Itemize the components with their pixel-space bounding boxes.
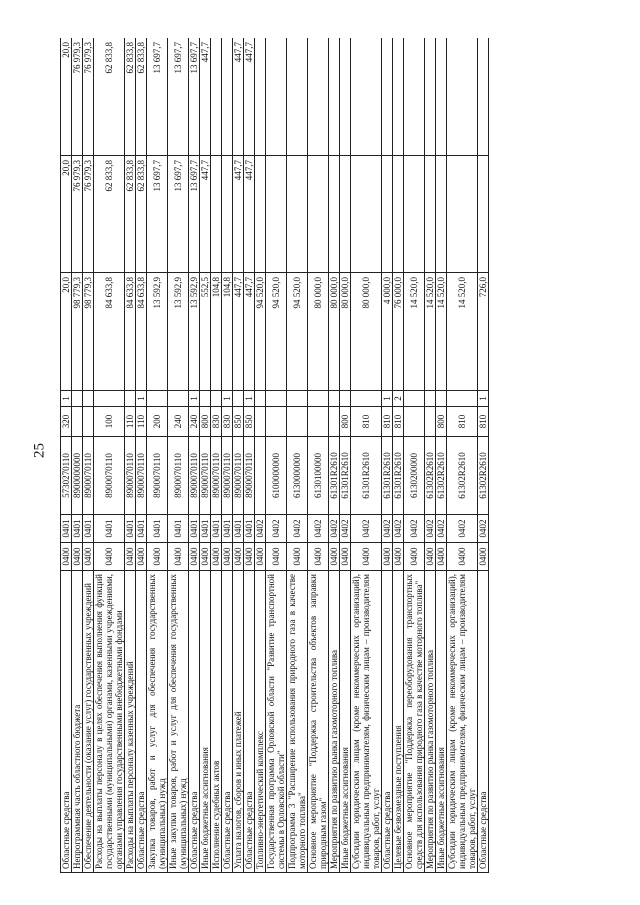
section-code: 0400 [83,543,94,571]
amount-2: 13 697,7 [147,156,168,273]
amount-1: 13 592,9 [189,273,200,391]
subsection-code: 0401 [147,515,168,543]
subsection-code: 0402 [266,515,287,543]
target-article-code [255,437,266,515]
amount-2: 62 833,8 [136,156,147,273]
fund-source-code [83,391,94,407]
table-row [147,38,168,873]
fund-source-code: 1 [222,391,233,407]
amount-3 [425,38,436,156]
amount-3: 62 833,8 [136,38,147,156]
row-name: Подпрограмма 3 "Расширение использования природного газа в качестве моторного топлива" [287,571,308,873]
fund-source-code [287,391,308,407]
row-name: Топливно-энергетический комплекс [255,571,266,873]
expense-type-code: 810 [351,407,382,437]
amount-1: 4 000,0 [382,273,393,391]
row-name: Областные средства [61,571,72,873]
row-name: Иные закупки товаров, работ и услуг для обеспечения государственных (муниципальных) нужд [168,571,189,873]
amount-3 [211,38,222,156]
subsection-code: 0402 [329,515,340,543]
amount-2 [425,156,436,273]
target-article-code: 8900070110 [233,437,244,515]
target-article-code: 8900070110 [211,437,222,515]
row-name: Обеспечение деятельности (оказание услуг) государственных учреждений [83,571,94,873]
subsection-code: 0401 [222,515,233,543]
section-code: 0400 [404,543,425,571]
fund-source-code [200,391,211,407]
amount-3: 447,7 [200,38,211,156]
amount-3 [404,38,425,156]
expense-type-code: 850 [244,407,255,437]
target-article-code: 8900070110 [94,437,125,515]
target-article-code: 8900000000 [72,437,83,515]
amount-2 [287,156,308,273]
row-name: Областные средства [189,571,200,873]
subsection-code: 0402 [436,515,447,543]
subsection-code: 0401 [72,515,83,543]
table-row [244,38,255,873]
fund-source-code [351,391,382,407]
amount-1: 80 000,0 [340,273,351,391]
section-code: 0400 [244,543,255,571]
amount-2 [340,156,351,273]
amount-3 [308,38,329,156]
amount-3 [287,38,308,156]
fund-source-code: 1 [382,391,393,407]
target-article-code: 8900070110 [125,437,136,515]
row-name: Исполнение судебных актов [211,571,222,873]
target-article-code: 61301R2610 [351,437,382,515]
amount-1: 447,7 [244,273,255,391]
amount-1: 80 000,0 [308,273,329,391]
amount-3 [382,38,393,156]
target-article-code: 5730270110 [61,437,72,515]
fund-source-code: 2 [393,391,404,407]
row-name: Областные средства [136,571,147,873]
section-code: 0400 [61,543,72,571]
section-code: 0400 [478,543,489,571]
amount-1: 104,8 [211,273,222,391]
fund-source-code [255,391,266,407]
fund-source-code [125,391,136,407]
fund-source-code [329,391,340,407]
section-code: 0400 [382,543,393,571]
expense-type-code: 800 [200,407,211,437]
amount-3 [478,38,489,156]
subsection-code: 0402 [351,515,382,543]
fund-source-code [72,391,83,407]
target-article-code: 8900070110 [147,437,168,515]
table-row [329,38,340,873]
fund-source-code [340,391,351,407]
amount-2 [222,156,233,273]
expense-type-code: 240 [168,407,189,437]
row-name: Основное мероприятие "Поддержка переоборудования транспортных средств для использования природного газа в качестве моторного топлива" [404,571,425,873]
target-article-code: 6130000000 [287,437,308,515]
amount-2 [393,156,404,273]
target-article-code: 8900070110 [200,437,211,515]
fund-source-code: 1 [189,391,200,407]
subsection-code: 0401 [233,515,244,543]
amount-2 [351,156,382,273]
amount-3: 13 697,7 [147,38,168,156]
subsection-code: 0401 [200,515,211,543]
subsection-code: 0401 [136,515,147,543]
table-row [287,38,308,873]
amount-3 [393,38,404,156]
table-row [308,38,329,873]
amount-1: 94 520,0 [255,273,266,391]
expense-type-code: 830 [211,407,222,437]
budget-table [60,38,489,873]
section-code: 0400 [287,543,308,571]
row-name: Субсидии юридическим лицам (кроме некоммерческих организаций), индивидуальным предпринимателям, физическим лицам – производителям товаров, работ, услуг [351,571,382,873]
amount-2 [447,156,478,273]
fund-source-code [168,391,189,407]
expense-type-code: 110 [136,407,147,437]
target-article-code: 8900070110 [83,437,94,515]
expense-type-code [83,407,94,437]
expense-type-code: 320 [61,407,72,437]
table-row [94,38,125,873]
subsection-code: 0401 [168,515,189,543]
section-code: 0400 [136,543,147,571]
section-code: 0400 [233,543,244,571]
amount-1: 80 000,0 [351,273,382,391]
fund-source-code: 1 [244,391,255,407]
amount-1: 84 633,8 [125,273,136,391]
amount-1: 84 633,8 [136,273,147,391]
section-code: 0400 [168,543,189,571]
amount-1: 94 520,0 [287,273,308,391]
subsection-code: 0402 [478,515,489,543]
fund-source-code [147,391,168,407]
subsection-code: 0401 [61,515,72,543]
target-article-code: 61302R2610 [436,437,447,515]
amount-1: 80 000,0 [329,273,340,391]
table-row [168,38,189,873]
target-article-code: 61302R2610 [425,437,436,515]
subsection-code: 0401 [189,515,200,543]
table-row [404,38,425,873]
target-article-code: 61301R2610 [340,437,351,515]
row-name: Основное мероприятие "Поддержка строительства объектов заправки природным газом" [308,571,329,873]
amount-1: 76 000,0 [393,273,404,391]
amount-3: 62 833,8 [94,38,125,156]
amount-1: 94 520,0 [266,273,287,391]
row-name: Иные бюджетные ассигнования [340,571,351,873]
table-row [211,38,222,873]
amount-2 [436,156,447,273]
row-name: Областные средства [382,571,393,873]
subsection-code: 0401 [94,515,125,543]
expense-type-code [266,407,287,437]
amount-3 [351,38,382,156]
amount-3 [436,38,447,156]
fund-source-code [266,391,287,407]
table-row [393,38,404,873]
budget-table-body [61,38,489,873]
table-row [61,38,72,873]
expense-type-code [329,407,340,437]
fund-source-code [436,391,447,407]
table-row [436,38,447,873]
amount-2 [478,156,489,273]
amount-1: 84 633,8 [94,273,125,391]
subsection-code: 0401 [211,515,222,543]
amount-2 [404,156,425,273]
row-name: Областные средства [222,571,233,873]
section-code: 0400 [351,543,382,571]
table-row [255,38,266,873]
amount-2: 13 697,7 [168,156,189,273]
fund-source-code [447,391,478,407]
expense-type-code [72,407,83,437]
section-code: 0400 [125,543,136,571]
section-code: 0400 [147,543,168,571]
target-article-code: 61301R2610 [382,437,393,515]
amount-3: 13 697,7 [189,38,200,156]
amount-3: 76 979,3 [83,38,94,156]
row-name: Мероприятия по развитию рынка газомоторного топлива [425,571,436,873]
amount-1: 14 520,0 [404,273,425,391]
section-code: 0400 [189,543,200,571]
amount-3 [266,38,287,156]
subsection-code: 0402 [447,515,478,543]
amount-1: 14 520,0 [436,273,447,391]
amount-2 [308,156,329,273]
expense-type-code: 810 [447,407,478,437]
expense-type-code [255,407,266,437]
table-row [125,38,136,873]
fund-source-code [94,391,125,407]
table-row [83,38,94,873]
section-code: 0400 [211,543,222,571]
subsection-code: 0401 [125,515,136,543]
table-row [136,38,147,873]
rotated-page [60,38,489,873]
target-article-code: 8900070110 [136,437,147,515]
section-code: 0400 [340,543,351,571]
section-code: 0400 [329,543,340,571]
amount-3: 13 697,7 [168,38,189,156]
row-name: Расходы на выплаты персоналу казенных учреждений [125,571,136,873]
row-name: Закупка товаров, работ и услуг для обеспечения государственных (муниципальных) нужд [147,571,168,873]
expense-type-code [425,407,436,437]
target-article-code: 8900070110 [189,437,200,515]
expense-type-code: 800 [436,407,447,437]
table-row [382,38,393,873]
amount-3 [329,38,340,156]
section-code: 0400 [94,543,125,571]
section-code: 0400 [308,543,329,571]
subsection-code: 0402 [308,515,329,543]
table-row [266,38,287,873]
target-article-code: 61302R2610 [478,437,489,515]
subsection-code: 0402 [393,515,404,543]
fund-source-code [425,391,436,407]
row-name: Уплата налогов, сборов и иных платежей [233,571,244,873]
expense-type-code [404,407,425,437]
row-name: Областные средства [478,571,489,873]
section-code: 0400 [72,543,83,571]
expense-type-code: 810 [393,407,404,437]
fund-source-code: 1 [136,391,147,407]
target-article-code: 8900070110 [222,437,233,515]
amount-2: 447,7 [244,156,255,273]
amount-3 [447,38,478,156]
row-name: Целевые безвозмездные поступления [393,571,404,873]
amount-2 [211,156,222,273]
amount-2: 62 833,8 [94,156,125,273]
subsection-code: 0401 [83,515,94,543]
section-code: 0400 [266,543,287,571]
subsection-code: 0402 [255,515,266,543]
subsection-code: 0401 [244,515,255,543]
table-row [233,38,244,873]
table-row [478,38,489,873]
section-code: 0400 [255,543,266,571]
expense-type-code: 110 [125,407,136,437]
amount-3 [222,38,233,156]
amount-2: 13 697,7 [189,156,200,273]
amount-2: 447,7 [200,156,211,273]
section-code: 0400 [425,543,436,571]
row-name: Иные бюджетные ассигнования [200,571,211,873]
budget-table-container [60,38,595,873]
fund-source-code [404,391,425,407]
amount-3: 447,7 [244,38,255,156]
amount-3 [340,38,351,156]
expense-type-code: 240 [189,407,200,437]
fund-source-code [233,391,244,407]
target-article-code: 61301R2610 [329,437,340,515]
row-name: Субсидии юридическим лицам (кроме некоммерческих организаций), индивидуальным предпринимателям, физическим лицам – производителям товаров, работ, услуг [447,571,478,873]
amount-3: 447,7 [233,38,244,156]
amount-1: 447,7 [233,273,244,391]
amount-2: 62 833,8 [125,156,136,273]
table-row [72,38,83,873]
amount-1: 552,5 [200,273,211,391]
amount-2 [266,156,287,273]
section-code: 0400 [436,543,447,571]
amount-1: 726,0 [478,273,489,391]
amount-1: 98 779,3 [72,273,83,391]
expense-type-code: 810 [382,407,393,437]
target-article-code: 6130100000 [308,437,329,515]
amount-2: 20,0 [61,156,72,273]
fund-source-code: 1 [61,391,72,407]
expense-type-code: 100 [94,407,125,437]
amount-1: 104,8 [222,273,233,391]
section-code: 0400 [447,543,478,571]
target-article-code: 8900070110 [244,437,255,515]
amount-2: 76 979,3 [72,156,83,273]
amount-1: 98 779,3 [83,273,94,391]
fund-source-code: 1 [478,391,489,407]
row-name: Непрограммная часть областного бюджета [72,571,83,873]
expense-type-code [308,407,329,437]
table-row [222,38,233,873]
table-row [447,38,478,873]
expense-type-code: 850 [233,407,244,437]
amount-1: 14 520,0 [425,273,436,391]
subsection-code: 0402 [287,515,308,543]
amount-1: 13 592,9 [147,273,168,391]
subsection-code: 0402 [425,515,436,543]
expense-type-code: 800 [340,407,351,437]
target-article-code: 6130200000 [404,437,425,515]
expense-type-code: 810 [478,407,489,437]
amount-1: 20,0 [61,273,72,391]
row-name: Расходы на выплаты персоналу в целях обеспечения выполнения функций государственными (муниципальными) органами, казенными учреждениями, органами управления государственными внебюджетными фондами [94,571,125,873]
amount-1: 14 520,0 [447,273,478,391]
page-number: 25 [31,443,48,458]
amount-3: 76 979,3 [72,38,83,156]
amount-2 [255,156,266,273]
expense-type-code [287,407,308,437]
fund-source-code [211,391,222,407]
amount-3: 62 833,8 [125,38,136,156]
expense-type-code: 200 [147,407,168,437]
target-article-code: 6100000000 [266,437,287,515]
target-article-code: 8900070110 [168,437,189,515]
amount-3 [255,38,266,156]
subsection-code: 0402 [404,515,425,543]
expense-type-code: 830 [222,407,233,437]
fund-source-code [308,391,329,407]
amount-2: 447,7 [233,156,244,273]
amount-1: 13 592,9 [168,273,189,391]
table-row [340,38,351,873]
amount-3: 20,0 [61,38,72,156]
table-row [351,38,382,873]
section-code: 0400 [200,543,211,571]
amount-2: 76 979,3 [83,156,94,273]
target-article-code: 61301R2610 [393,437,404,515]
section-code: 0400 [222,543,233,571]
table-row [425,38,436,873]
row-name: Государственная программа Орловской области "Развитие транспортной системы в Орловской области" [266,571,287,873]
row-name: Мероприятия по развитию рынка газомоторного топлива [329,571,340,873]
section-code: 0400 [393,543,404,571]
target-article-code: 61302R2610 [447,437,478,515]
row-name: Областные средства [244,571,255,873]
subsection-code: 0402 [382,515,393,543]
row-name: Иные бюджетные ассигнования [436,571,447,873]
amount-2 [329,156,340,273]
table-row [189,38,200,873]
table-row [200,38,211,873]
subsection-code: 0402 [340,515,351,543]
amount-2 [382,156,393,273]
